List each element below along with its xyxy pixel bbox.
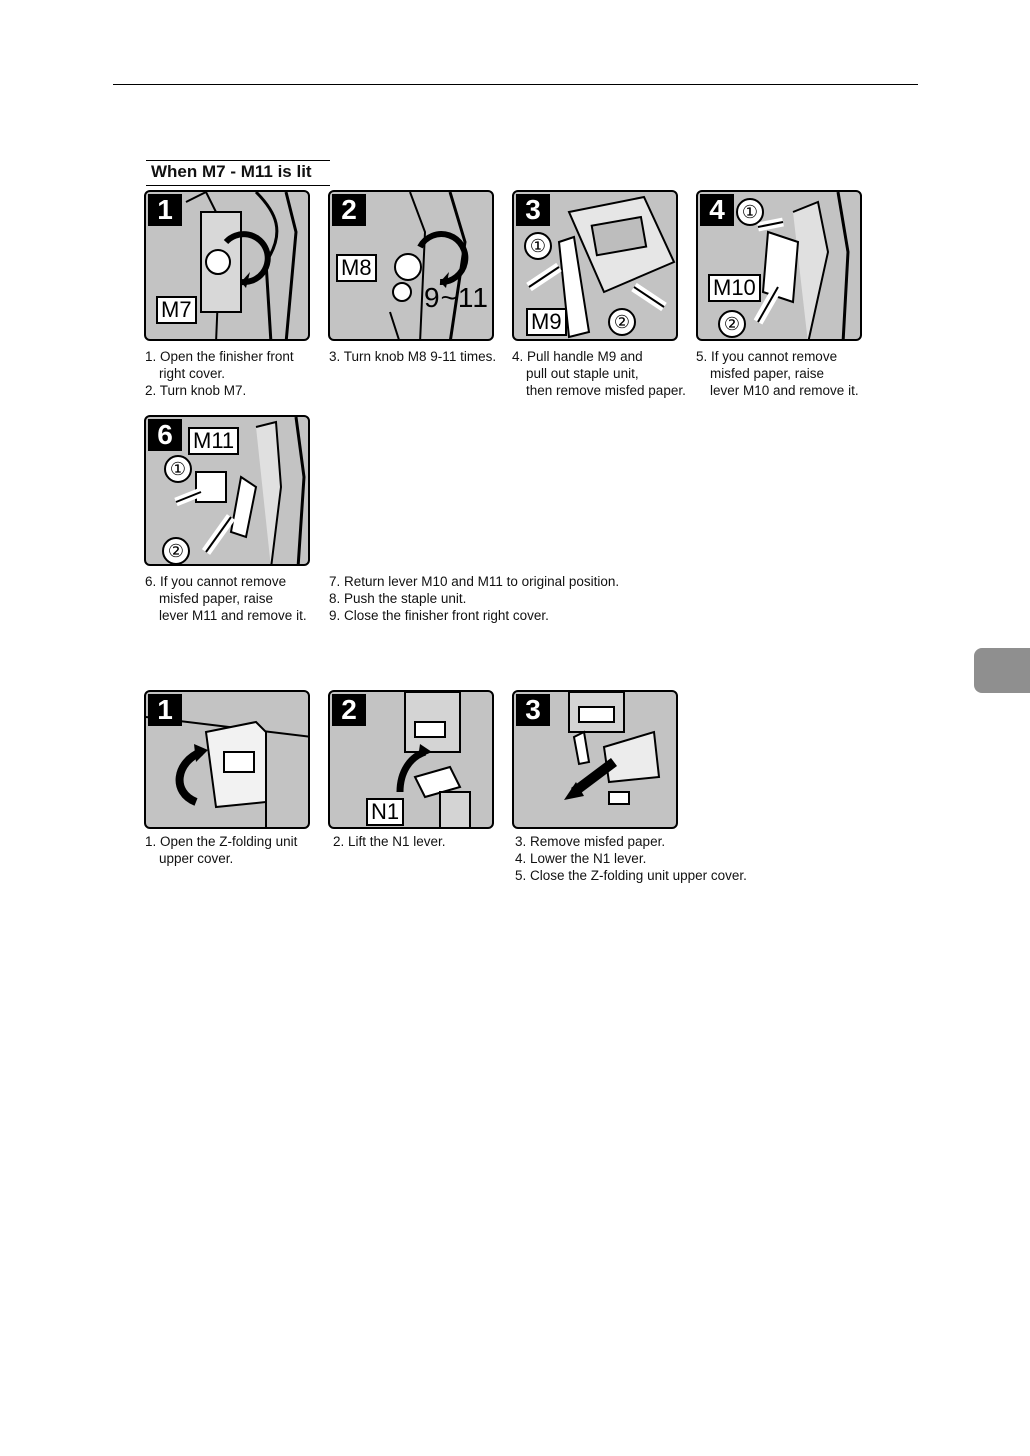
step-4-illustration [696, 190, 862, 341]
step-number-badge: 4 [700, 194, 734, 226]
label-m8: M8 [336, 254, 377, 282]
label-m10: M10 [708, 274, 761, 302]
label-n1: N1 [366, 798, 404, 826]
z-fold-caption-steps-3-5: 3. Remove misfed paper. 4. Lower the N1 lever. 5. Close the Z-folding unit upper cover. [515, 834, 747, 883]
z-fold-step-3-illustration [512, 690, 678, 829]
circle-step-2: ② [608, 308, 636, 336]
step-number-badge: 3 [516, 694, 550, 726]
step-1-illustration [144, 190, 310, 341]
step-number-badge: 3 [516, 194, 550, 226]
step-3-illustration [512, 190, 678, 341]
step-number-badge: 6 [148, 419, 182, 451]
label-m7: M7 [156, 296, 197, 324]
caption-steps-1-2: 1. Open the finisher front right cover. 2. Turn knob M7. [145, 349, 294, 398]
caption-step-3: 3. Turn knob M8 9-11 times. [329, 349, 497, 364]
caption-step-6: 6. If you cannot remove misfed paper, raise lever M11 and remove it. [145, 574, 307, 623]
circle-step-1: ① [164, 455, 192, 483]
section-title: When M7 - M11 is lit [146, 160, 330, 186]
step-6-illustration [144, 415, 310, 566]
z-fold-caption-step-2: 2. Lift the N1 lever. [333, 834, 446, 849]
step-number-badge: 2 [332, 694, 366, 726]
circle-step-2: ② [718, 310, 746, 338]
turn-count-label: 9~11 [424, 282, 489, 313]
label-m11: M11 [188, 427, 239, 455]
caption-step-4: 4. Pull handle M9 and pull out staple unit, then remove misfed paper. [512, 349, 686, 398]
step-number-badge: 1 [148, 694, 182, 726]
z-fold-step-1-illustration [144, 690, 310, 829]
step-number-badge: 1 [148, 194, 182, 226]
chapter-tab [974, 648, 1030, 693]
circle-step-2: ② [162, 537, 190, 565]
step-number-badge: 2 [332, 194, 366, 226]
caption-steps-7-9: 7. Return lever M10 and M11 to original position. 8. Push the staple unit. 9. Close the finisher front right cover. [329, 574, 620, 623]
step-2-illustration [328, 190, 494, 341]
circle-step-1: ① [524, 232, 552, 260]
z-fold-step-2-illustration [328, 690, 494, 829]
z-fold-caption-step-1: 1. Open the Z-folding unit upper cover. [145, 834, 298, 866]
label-m9: M9 [526, 308, 567, 336]
circle-step-1: ① [736, 198, 764, 226]
header-rule [113, 84, 918, 85]
caption-step-5: 5. If you cannot remove misfed paper, raise lever M10 and remove it. [696, 349, 859, 398]
